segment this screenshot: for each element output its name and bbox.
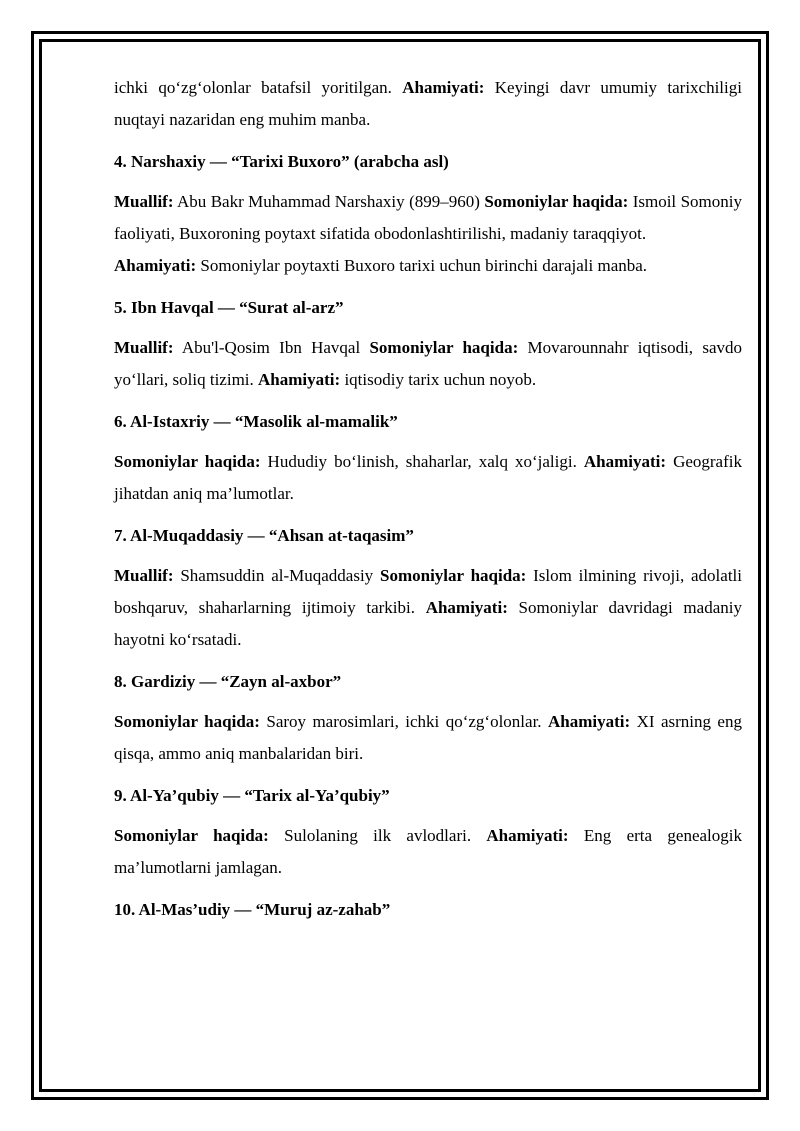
haqida-label: Somoniylar haqida: (114, 826, 269, 845)
muallif-text: Shamsuddin al-Muqaddasiy (173, 566, 380, 585)
ahamiyati-text: Somoniylar davridagi madaniy hayotni ko‘rsatadi. (114, 598, 742, 649)
ahamiyati-text: Keyingi davr umumiy tarixchiligi nuqtayi nazaridan eng muhim manba. (114, 78, 742, 129)
section-heading: 7. Al-Muqaddasiy — “Ahsan at-taqasim” (114, 526, 414, 545)
section-body (114, 332, 742, 396)
haqida-label: Somoniylar haqida: (114, 452, 261, 471)
section-heading: 6. Al-Istaxriy — “Masolik al-mamalik” (114, 412, 398, 431)
haqida-label: Somoniylar haqida: (369, 338, 519, 357)
haqida-text: Saroy marosimlari, ichki qo‘zg‘olonlar. (259, 712, 548, 731)
haqida-text: Movarounnahr iqtisodi, savdo yo‘llari, soliq tizimi. (114, 338, 742, 389)
section-heading: 9. Al-Ya’qubiy — “Tarix al-Ya’qubiy” (114, 786, 390, 805)
section-body (114, 186, 742, 250)
ahamiyati-text: XI asrning eng qisqa, ammo aniq manbalaridan biri. (114, 712, 742, 763)
ahamiyati-text: Eng erta genealogik ma’lumotlarni jamlagan. (114, 826, 742, 877)
ahamiyati-label: Ahamiyati: (547, 712, 631, 731)
ahamiyati-text: Somoniylar poytaxti Buxoro tarixi uchun birinchi darajali manba. (196, 256, 648, 275)
ahamiyati-text: iqtisodiy tarix uchun noyob. (340, 370, 537, 389)
muallif-label: Muallif: (114, 338, 174, 357)
section-heading: 5. Ibn Havqal — “Surat al-arz” (114, 298, 344, 317)
section-heading: 4. Narshaxiy — “Tarixi Buxoro” (arabcha asl) (114, 152, 449, 171)
ahamiyati-label: Ahamiyati: (402, 78, 485, 97)
muallif-label: Muallif: (114, 566, 174, 585)
ahamiyati-label: Ahamiyati: (114, 256, 197, 275)
ahamiyati-label: Ahamiyati: (486, 826, 569, 845)
section-body (114, 446, 742, 510)
haqida-label: Somoniylar haqida: (380, 566, 527, 585)
intro-text: ichki qo‘zg‘olonlar batafsil yoritilgan. (114, 78, 403, 97)
ahamiyati-label: Ahamiyati: (583, 452, 667, 471)
haqida-text: Sulolaning ilk avlodlari. (268, 826, 487, 845)
muallif-text: Abu'l-Qosim Ibn Havqal (173, 338, 370, 357)
section-body (114, 706, 742, 770)
haqida-text: Islom ilmining rivoji, adolatli boshqaruv, shaharlarning ijtimoiy tarkibi. (114, 566, 742, 617)
haqida-label: Somoniylar haqida: (484, 192, 629, 211)
intro-paragraph (114, 72, 742, 136)
section-body (114, 560, 742, 656)
muallif-text: Abu Bakr Muhammad Narshaxiy (899–960) (173, 192, 485, 211)
haqida-text: Ismoil Somoniy faoliyati, Buxoroning poytaxt sifatida obodonlashtirilishi, madaniy taraqqiyot. (114, 192, 742, 243)
section-heading: 8. Gardiziy — “Zayn al-axbor” (114, 672, 342, 691)
section-body (114, 820, 742, 884)
muallif-label: Muallif: (114, 192, 174, 211)
ahamiyati-label: Ahamiyati: (258, 370, 341, 389)
section-heading: 10. Al-Mas’udiy — “Muruj az-zahab” (114, 900, 391, 919)
ahamiyati-label: Ahamiyati: (425, 598, 508, 617)
ahamiyati-text: Geografik jihatdan aniq ma’lumotlar. (114, 452, 742, 503)
document-body (114, 72, 742, 934)
haqida-label: Somoniylar haqida: (114, 712, 260, 731)
section-significance (114, 250, 742, 282)
haqida-text: Hududiy bo‘linish, shaharlar, xalq xo‘jaligi. (260, 452, 584, 471)
